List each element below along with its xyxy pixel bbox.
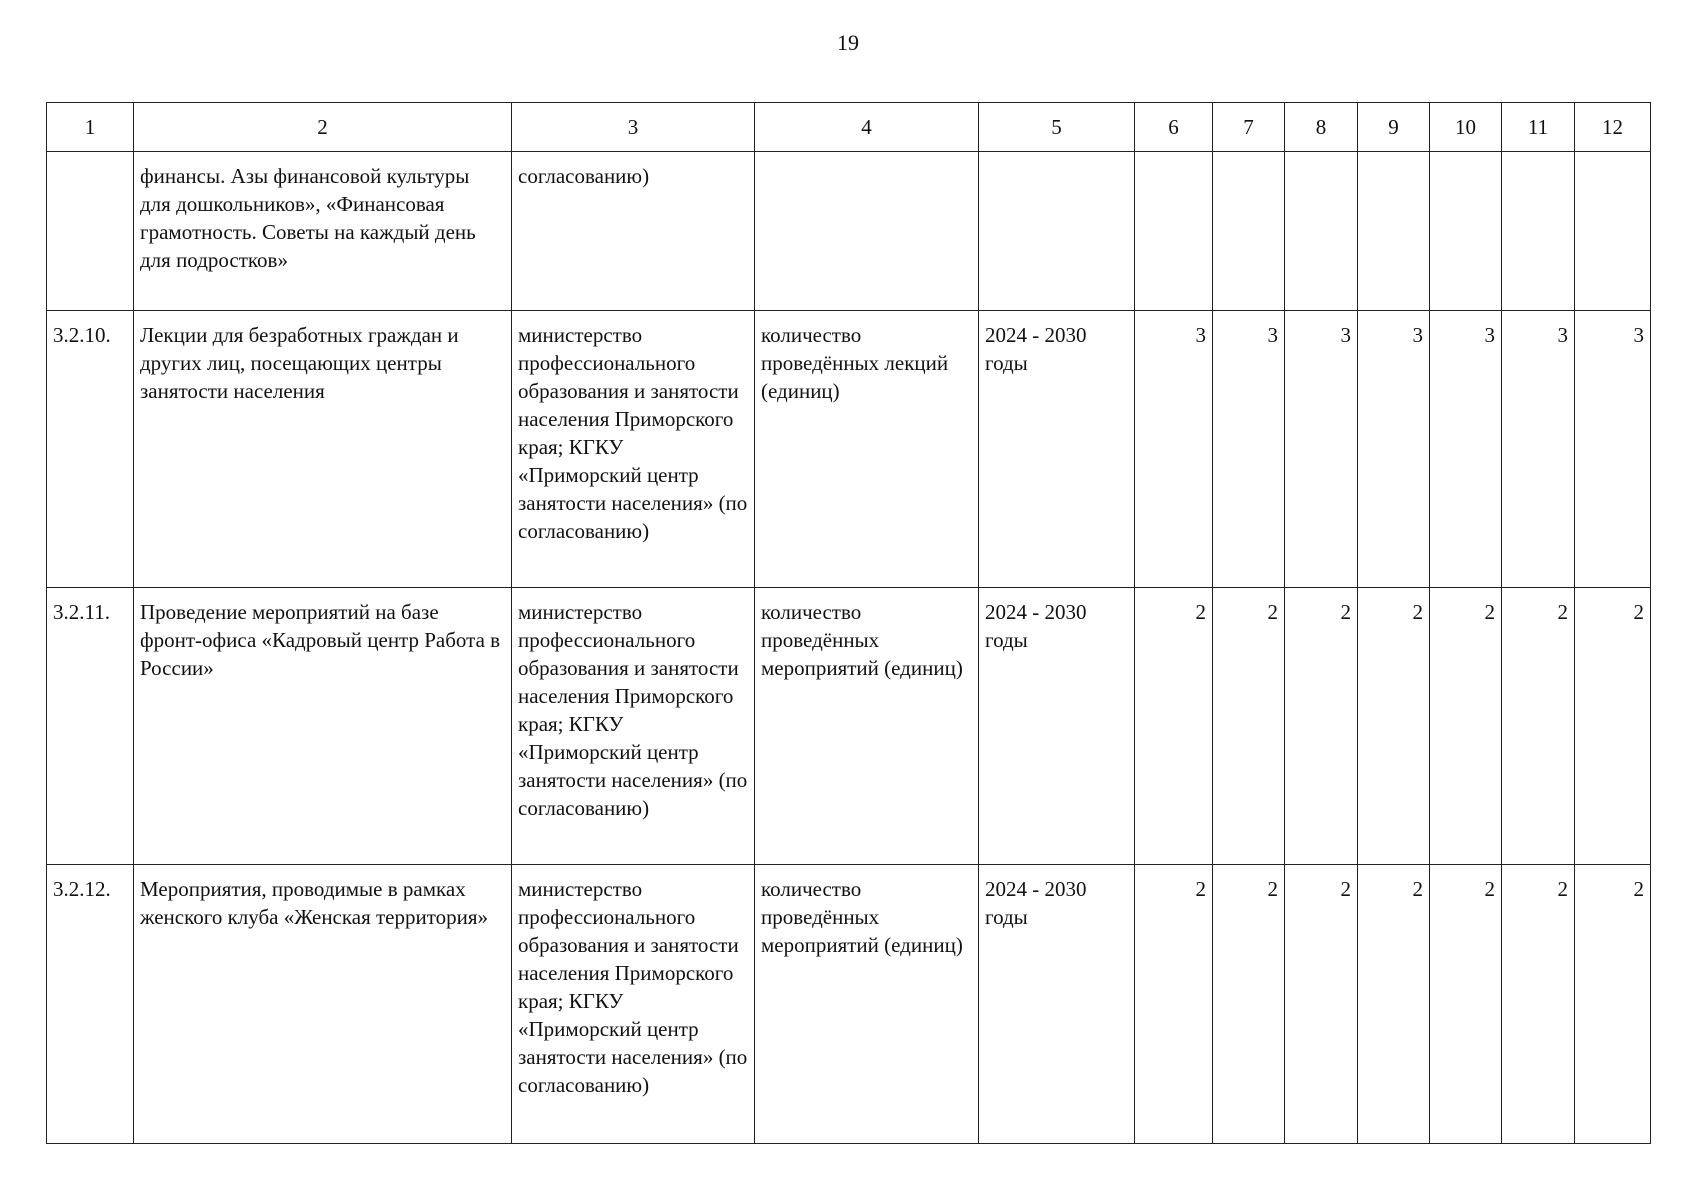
year-value: 2 bbox=[1213, 865, 1285, 1144]
year-value bbox=[1285, 152, 1358, 311]
year-value: 2 bbox=[1285, 865, 1358, 1144]
item-period bbox=[979, 152, 1135, 311]
item-code: 3.2.12. bbox=[47, 865, 134, 1144]
year-value bbox=[1135, 152, 1213, 311]
column-header: 5 bbox=[979, 103, 1135, 152]
year-value: 2 bbox=[1502, 865, 1575, 1144]
column-number-row bbox=[47, 103, 1651, 152]
item-name: Мероприятия, проводимые в рамках женского клуба «Женская территория» bbox=[134, 865, 512, 1144]
year-value: 3 bbox=[1135, 311, 1213, 588]
year-value bbox=[1502, 152, 1575, 311]
activities-table bbox=[46, 102, 1651, 1144]
year-value: 2 bbox=[1213, 588, 1285, 865]
item-executor: согласованию) bbox=[512, 152, 755, 311]
column-header: 3 bbox=[512, 103, 755, 152]
column-header: 10 bbox=[1430, 103, 1502, 152]
table-row bbox=[47, 588, 1651, 865]
year-value: 3 bbox=[1213, 311, 1285, 588]
item-executor: министерство профессионального образования и занятости населения Приморского края; КГКУ «Приморский центр занятости населения» (по согласованию) bbox=[512, 865, 755, 1144]
column-header: 12 bbox=[1575, 103, 1651, 152]
column-header: 7 bbox=[1213, 103, 1285, 152]
year-value: 2 bbox=[1575, 865, 1651, 1144]
item-executor: министерство профессионального образования и занятости населения Приморского края; КГКУ «Приморский центр занятости населения» (по согласованию) bbox=[512, 311, 755, 588]
year-value: 2 bbox=[1358, 865, 1430, 1144]
year-value: 3 bbox=[1575, 311, 1651, 588]
table-row bbox=[47, 865, 1651, 1144]
year-value: 3 bbox=[1430, 311, 1502, 588]
item-indicator bbox=[755, 152, 979, 311]
item-period: 2024 - 2030 годы bbox=[979, 311, 1135, 588]
column-header: 11 bbox=[1502, 103, 1575, 152]
page-number: 19 bbox=[837, 30, 859, 55]
column-header: 9 bbox=[1358, 103, 1430, 152]
year-value: 3 bbox=[1358, 311, 1430, 588]
item-code bbox=[47, 152, 134, 311]
year-value: 2 bbox=[1430, 588, 1502, 865]
item-executor: министерство профессионального образования и занятости населения Приморского края; КГКУ «Приморский центр занятости населения» (по согласованию) bbox=[512, 588, 755, 865]
column-header: 4 bbox=[755, 103, 979, 152]
column-header: 8 bbox=[1285, 103, 1358, 152]
item-period: 2024 - 2030 годы bbox=[979, 588, 1135, 865]
year-value: 2 bbox=[1575, 588, 1651, 865]
item-indicator: количество проведённых мероприятий (единиц) bbox=[755, 865, 979, 1144]
column-header: 6 bbox=[1135, 103, 1213, 152]
item-period: 2024 - 2030 годы bbox=[979, 865, 1135, 1144]
item-name: финансы. Азы финансовой культуры для дошкольников», «Финансовая грамотность. Советы на каждый день для подростков» bbox=[134, 152, 512, 311]
table-row bbox=[47, 311, 1651, 588]
year-value bbox=[1430, 152, 1502, 311]
item-indicator: количество проведённых лекций (единиц) bbox=[755, 311, 979, 588]
column-header: 2 bbox=[134, 103, 512, 152]
item-name: Лекции для безработных граждан и других лиц, посещающих центры занятости населения bbox=[134, 311, 512, 588]
year-value bbox=[1358, 152, 1430, 311]
year-value: 2 bbox=[1135, 588, 1213, 865]
year-value: 3 bbox=[1285, 311, 1358, 588]
year-value bbox=[1213, 152, 1285, 311]
year-value: 2 bbox=[1135, 865, 1213, 1144]
year-value: 2 bbox=[1430, 865, 1502, 1144]
item-indicator: количество проведённых мероприятий (единиц) bbox=[755, 588, 979, 865]
year-value: 3 bbox=[1502, 311, 1575, 588]
item-name: Проведение мероприятий на базе фронт-офиса «Кадровый центр Работа в России» bbox=[134, 588, 512, 865]
year-value: 2 bbox=[1502, 588, 1575, 865]
item-code: 3.2.10. bbox=[47, 311, 134, 588]
item-code: 3.2.11. bbox=[47, 588, 134, 865]
year-value: 2 bbox=[1358, 588, 1430, 865]
year-value bbox=[1575, 152, 1651, 311]
table-row bbox=[47, 152, 1651, 311]
year-value: 2 bbox=[1285, 588, 1358, 865]
column-header: 1 bbox=[47, 103, 134, 152]
